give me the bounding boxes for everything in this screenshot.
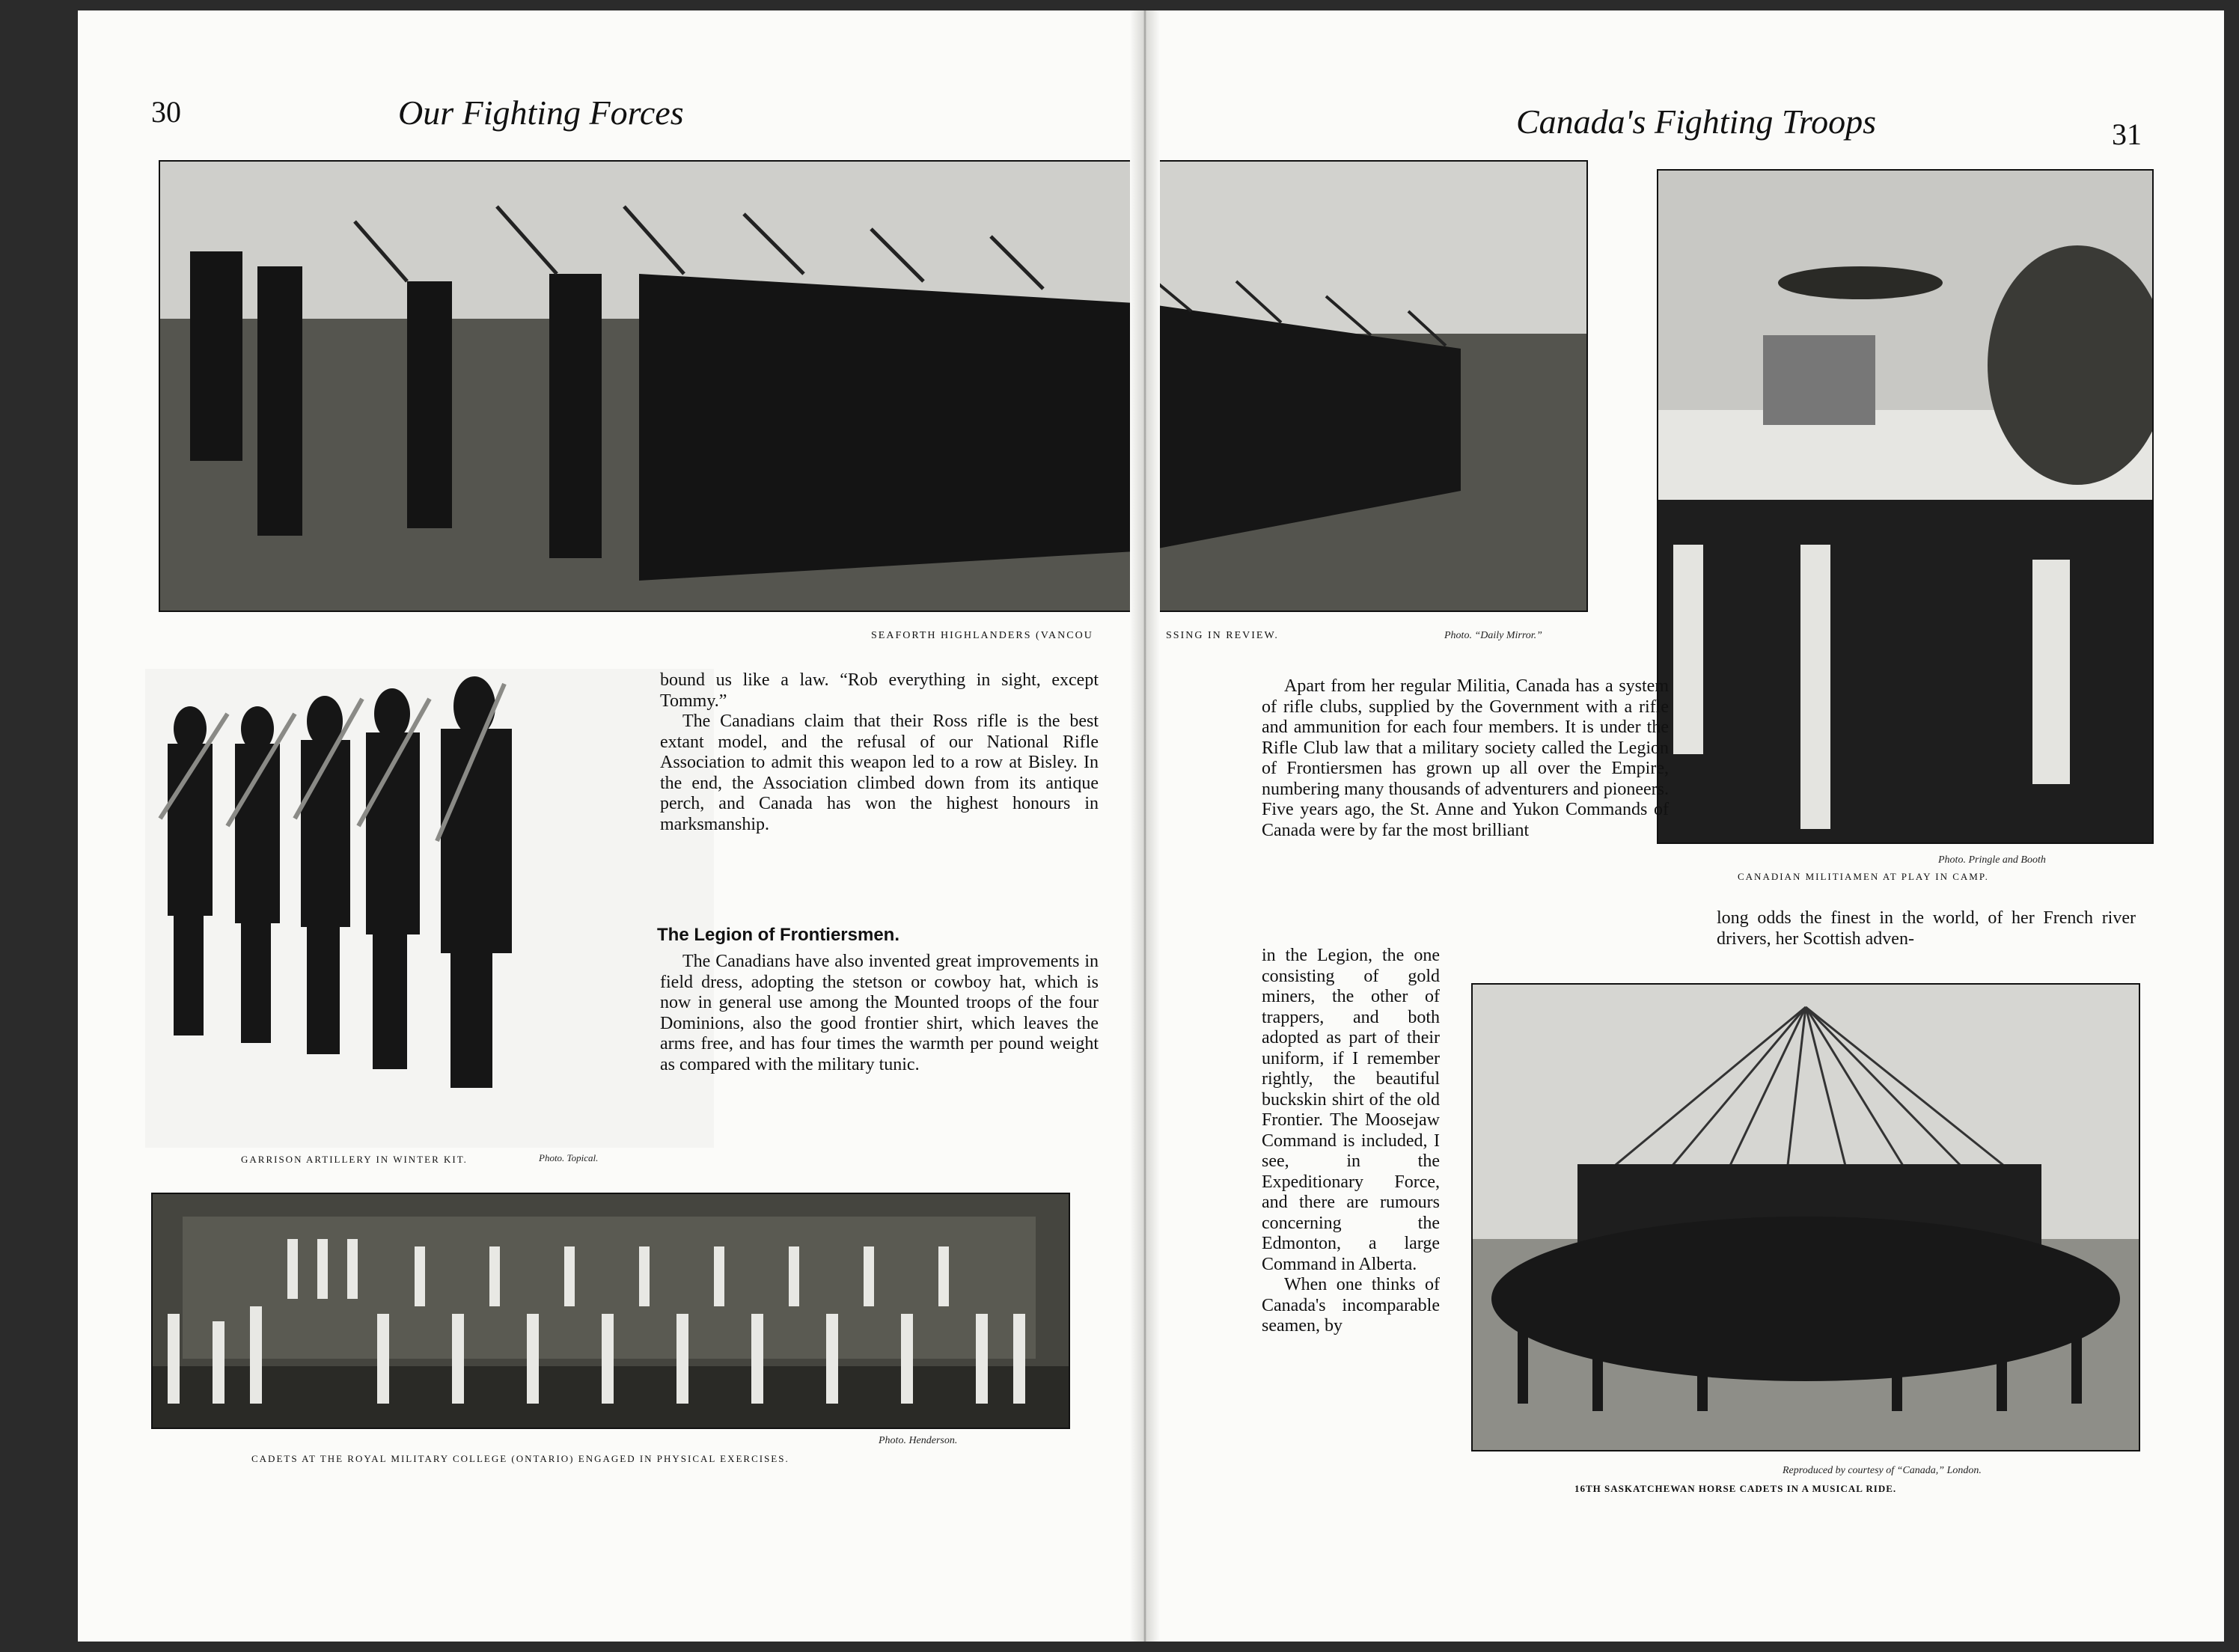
body-paragraph: Apart from her regular Militia, Canada has a system of rifle clubs, supplied by the Government with a rifle and ammunition for each four members. It is under the Rifle Club law that a military society called the Legion of Frontiersmen has grown up all over the Empire, numbering many thousands of adventurers and pioneers. Five years ago, the St. Anne and Yukon Commands of Canada were by far the most brilliant xyxy=(1262,676,1669,840)
musical-ride-credit: Reproduced by courtesy of “Canada,” London. xyxy=(1783,1465,1982,1476)
seaforth-highlanders-photo-left xyxy=(159,160,1149,612)
body-paragraph: long odds the finest in the world, of her French river drivers, her Scottish adven- xyxy=(1717,908,2136,949)
garrison-artillery-photo xyxy=(145,669,714,1148)
left-page xyxy=(78,10,1145,1642)
right-body-column-2 xyxy=(1717,908,2136,949)
page-number: 31 xyxy=(2112,117,2142,151)
running-head: Canada's Fighting Troops xyxy=(1516,103,1877,141)
musical-ride-photo xyxy=(1471,983,2140,1451)
left-body-column xyxy=(660,670,1099,835)
body-paragraph: bound us like a law. “Rob everything in sight, except Tommy.” xyxy=(660,670,1099,711)
seaforth-credit: Photo. “Daily Mirror.” xyxy=(1444,630,1542,641)
right-body-column xyxy=(1262,676,1669,841)
cadets-photo xyxy=(151,1193,1070,1429)
body-paragraph: When one thinks of Canada's incomparable seamen, by xyxy=(1262,1275,1440,1336)
body-paragraph: The Canadians claim that their Ross rifle is the best extant model, and the refusal of our National Rifle Association to admit this weapon led to a row at Bisley. In the end, the Association climbed down from its antique perch, and Canada has won the highest honours in marksmanship. xyxy=(660,712,1099,834)
left-body-column-2 xyxy=(660,952,1099,1075)
artillery-credit: Photo. Topical. xyxy=(539,1152,599,1163)
running-head: Our Fighting Forces xyxy=(398,94,684,132)
section-heading: The Legion of Frontiersmen. xyxy=(657,925,900,945)
body-paragraph: The Canadians have also invented great improvements in field dress, adopting the stetson or cowboy hat, which is now in general use among the Mounted troops of the four Dominions, also the good frontier shirt, which leaves the arms free, and has four times the warmth per pound weight as compared with the military tunic. xyxy=(660,952,1099,1074)
militiamen-credit: Photo. Pringle and Booth xyxy=(1938,854,2046,866)
militiamen-photo xyxy=(1657,169,2154,844)
body-paragraph: in the Legion, the one consisting of gold miners, the other of trappers, and both adopted as part of their uniform, if I remember rightly, the beautiful buckskin shirt of the old Frontier. The Moosejaw Command is included, I see, in the Expeditionary Force, and there are rumours concerning the Edmonton, a large Command in Alberta. xyxy=(1262,946,1440,1274)
seaforth-caption-left: SEAFORTH HIGHLANDERS (VANCOU xyxy=(871,630,1093,641)
right-page xyxy=(1145,10,2224,1642)
seaforth-caption-right: SSING IN REVIEW. xyxy=(1166,630,1279,641)
artillery-caption: GARRISON ARTILLERY IN WINTER KIT. xyxy=(241,1154,468,1165)
militiamen-caption: CANADIAN MILITIAMEN AT PLAY IN CAMP. xyxy=(1738,871,1989,882)
musical-ride-caption: 16TH SASKATCHEWAN HORSE CADETS IN A MUSICAL RIDE. xyxy=(1574,1483,1897,1494)
seaforth-highlanders-photo-right xyxy=(1145,160,1588,612)
cadets-caption: CADETS AT THE ROYAL MILITARY COLLEGE (ONTARIO) ENGAGED IN PHYSICAL EXERCISES. xyxy=(251,1453,789,1464)
book-gutter xyxy=(1130,10,1160,1642)
page-number: 30 xyxy=(151,95,181,129)
right-body-column-narrow xyxy=(1262,946,1440,1337)
cadets-credit: Photo. Henderson. xyxy=(879,1435,958,1446)
